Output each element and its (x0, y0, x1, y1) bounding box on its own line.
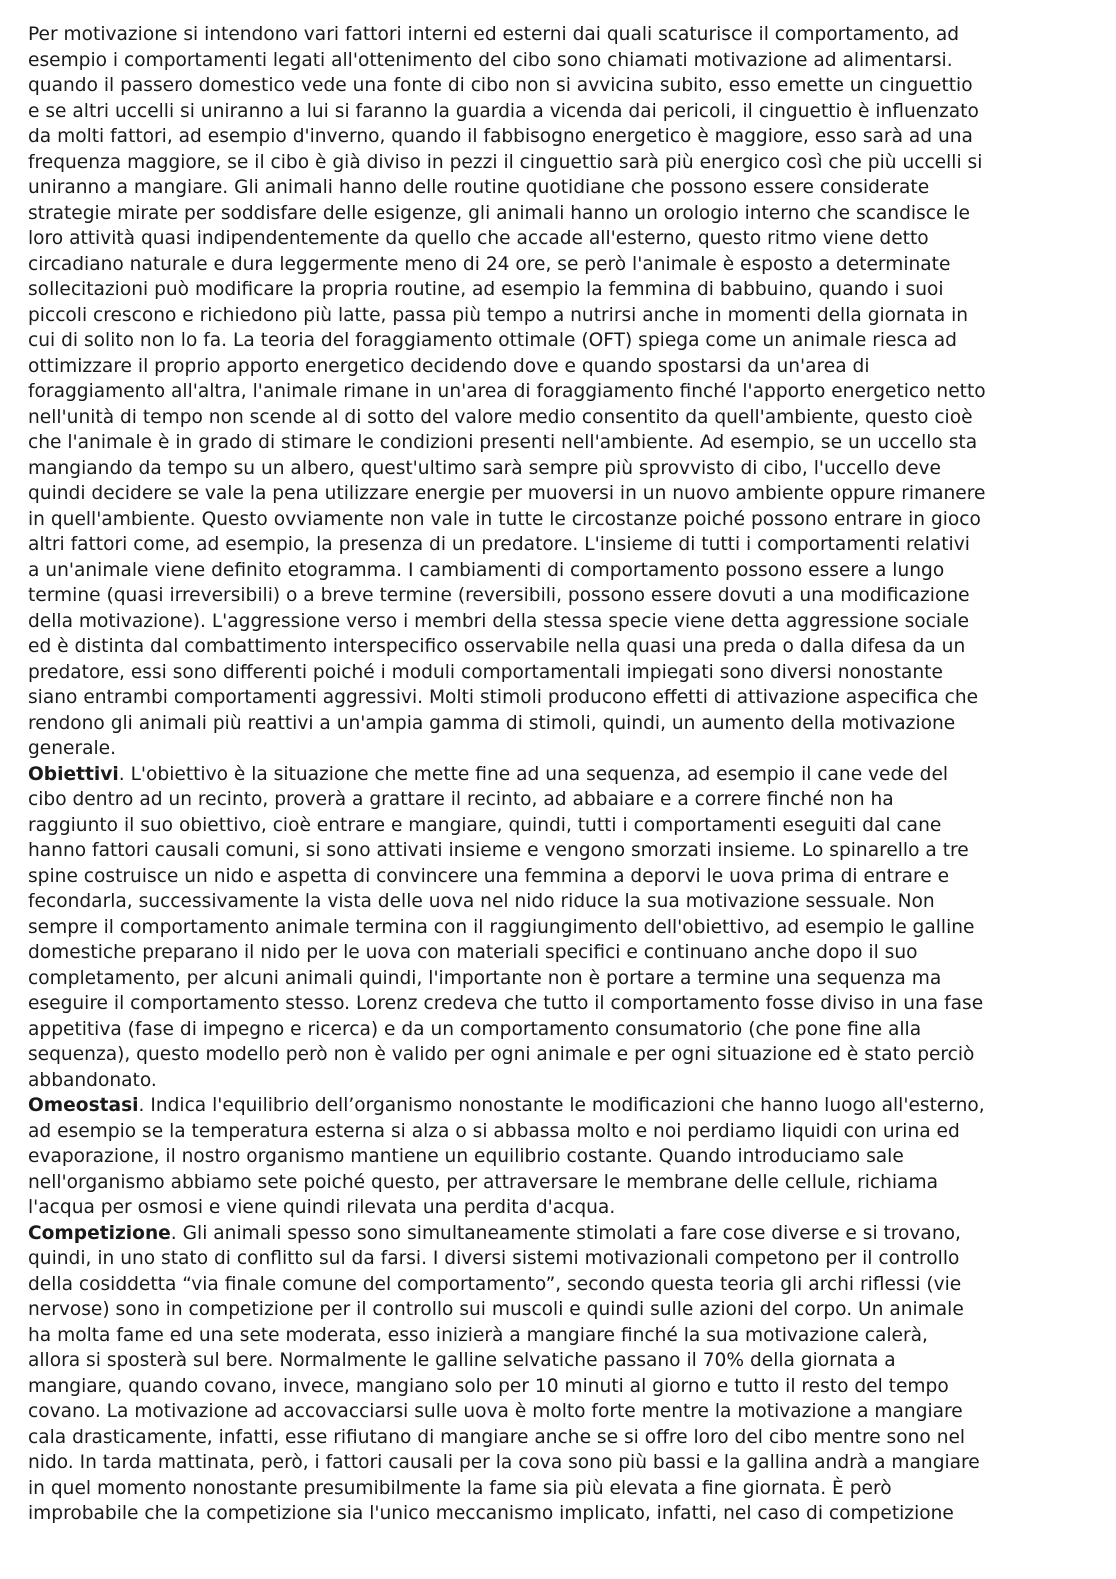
text-line (28, 1093, 1090, 1119)
text-line: evaporazione, il nostro organismo mantiene un equilibrio costante. Quando introduciamo sale (28, 1146, 904, 1167)
section-heading: Competizione (28, 1222, 171, 1244)
text-line: improbabile che la competizione sia l'unico meccanismo implicato, infatti, nel caso di competizione (28, 1503, 954, 1524)
text-line: fecondarla, successivamente la vista delle uova nel nido riduce la sua motivazione sessuale. Non (28, 891, 935, 912)
text-line: ha molta fame ed una sete moderata, esso inizierà a mangiare finché la sua motivazione calerà, (28, 1324, 928, 1346)
text-line: raggiunto il suo obiettivo, cioè entrare e mangiare, quindi, tutti i comportamenti eseguiti dal cane (28, 814, 942, 836)
text-line: l'acqua per osmosi e viene quindi rilevata una perdita d'acqua. (28, 1197, 616, 1218)
section-text: . Indica l'equilibrio dell’organismo nonostante le modificazioni che hanno luogo all'esterno, (138, 1095, 985, 1116)
text-line: esempio i comportamenti legati all'ottenimento del cibo sono chiamati motivazione ad alimentarsi. (28, 49, 953, 71)
text-line: cui di solito non lo fa. La teoria del foraggiamento ottimale (OFT) spiega come un animale riesca ad (28, 330, 957, 351)
text-line: mangiare, quando covano, invece, mangiano solo per 10 minuti al giorno e tutto il resto del tempo (28, 1375, 949, 1397)
text-line: piccoli crescono e richiedono più latte, passa più tempo a nutrirsi anche in momenti della giornata in (28, 304, 969, 326)
text-line: termine (quasi irreversibili) o a breve termine (reversibili, possono essere dovuti a una modificazione (28, 585, 970, 606)
text-line: loro attività quasi indipendentemente da quello che accade all'esterno, questo ritmo viene detto (28, 228, 929, 249)
text-line: appetitiva (fase di impegno e ricerca) e da un comportamento consumatorio (che pone fine alla (28, 1018, 922, 1040)
text-line: uniranno a mangiare. Gli animali hanno delle routine quotidiane che possono essere considerate (28, 177, 930, 198)
text-line: sequenza), questo modello però non è valido per ogni animale e per ogni situazione ed è stato perciò (28, 1044, 975, 1065)
text-line: spine costruisce un nido e aspetta di convincere una femmina a deporvi le uova prima di entrare e (28, 865, 950, 887)
text-line: predatore, essi sono differenti poiché i moduli comportamentali impiegati sono diversi nonostante (28, 661, 943, 683)
text-line: abbandonato. (28, 1069, 157, 1091)
text-line: strategie mirate per soddisfare delle esigenze, gli animali hanno un orologio interno che scandisce le (28, 202, 970, 224)
text-line: da molti fattori, ad esempio d'inverno, quando il fabbisogno energetico è maggiore, esso sarà ad una (28, 126, 973, 147)
text-line: mangiando da tempo su un albero, quest'ultimo sarà sempre più sprovvisto di cibo, l'uccello deve (28, 457, 941, 479)
text-line: nido. In tarda mattinata, però, i fattori causali per la cova sono più bassi e la gallina andrà a mangiare (28, 1452, 980, 1473)
text-line: in quell'ambiente. Questo ovviamente non vale in tutte le circostanze poiché possono entrare in gioco (28, 508, 981, 530)
text-line: e se altri uccelli si uniranno a lui si faranno la guardia a vicenda dai pericoli, il cinguettio è influenzato (28, 100, 979, 122)
text-line: quindi, in uno stato di conflitto sul da farsi. I diversi sistemi motivazionali competono per il controllo (28, 1248, 960, 1269)
text-line: in quel momento nonostante presumibilmente la fame sia più elevata a fine giornata. È però (28, 1477, 892, 1499)
section-heading: Obiettivi (28, 763, 119, 785)
section-text: . Gli animali spesso sono simultaneamente stimolati a fare cose diverse e si trovano, (170, 1222, 961, 1244)
document-body-text (28, 22, 1090, 1527)
text-line: cala drasticamente, infatti, esse rifiutano di mangiare anche se si offre loro del cibo mentre sono nel (28, 1426, 966, 1448)
text-line (28, 762, 1090, 788)
text-line: frequenza maggiore, se il cibo è già diviso in pezzi il cinguettio sarà più energico così che più uccelli si (28, 151, 983, 173)
text-line: siano entrambi comportamenti aggressivi. Molti stimoli producono effetti di attivazione aspecifica che (28, 687, 979, 708)
text-line: Per motivazione si intendono vari fattori interni ed esterni dai quali scaturisce il comportamento, ad (28, 24, 960, 45)
section-heading: Omeostasi (28, 1095, 139, 1116)
text-line: cibo dentro ad un recinto, proverà a grattare il recinto, ad abbaiare e a correre finché non ha (28, 789, 894, 810)
text-line: della motivazione). L'aggressione verso i membri della stessa specie viene detta aggressione sociale (28, 610, 970, 632)
text-line: della cosiddetta “via finale comune del comportamento”, secondo questa teoria gli archi riflessi (vie (28, 1273, 962, 1295)
text-line: che l'animale è in grado di stimare le condizioni presenti nell'ambiente. Ad esempio, se un uccello sta (28, 432, 978, 453)
text-line: covano. La motivazione ad accovacciarsi sulle uova è molto forte mentre la motivazione a mangiare (28, 1401, 963, 1422)
text-line: allora si sposterà sul bere. Normalmente le galline selvatiche passano il 70% della giornata a (28, 1350, 896, 1371)
text-line: ottimizzare il proprio apporto energetico decidendo dove e quando spostarsi da un'area di (28, 355, 870, 377)
section-text: . L'obiettivo è la situazione che mette fine ad una sequenza, ad esempio il cane vede del (118, 763, 949, 785)
text-line: nell'unità di tempo non scende al di sotto del valore medio consentito da quell'ambiente, questo cioè (28, 406, 973, 428)
text-line: quindi decidere se vale la pena utilizzare energie per muoversi in un nuovo ambiente oppure rimanere (28, 483, 986, 504)
text-line: altri fattori come, ad esempio, la presenza di un predatore. L'insieme di tutti i comportamenti relativi (28, 534, 970, 555)
text-line: nell'organismo abbiamo sete poiché questo, per attraversare le membrane delle cellule, richiama (28, 1171, 938, 1193)
text-line: foraggiamento all'altra, l'animale rimane in un'area di foraggiamento finché l'apporto energetico netto (28, 381, 986, 402)
text-line (28, 1221, 1090, 1247)
text-line: a un'animale viene definito etogramma. I cambiamenti di comportamento possono essere a lungo (28, 559, 945, 581)
text-line: hanno fattori causali comuni, si sono attivati insieme e vengono smorzati insieme. Lo spinarello a tre (28, 840, 969, 861)
text-line: nervose) sono in competizione per il controllo sui muscoli e quindi sulle azioni del corpo. Un animale (28, 1299, 964, 1320)
text-line: ad esempio se la temperatura esterna si alza o si abbassa molto e noi perdiamo liquidi con urina ed (28, 1120, 960, 1142)
text-line: eseguire il comportamento stesso. Lorenz credeva che tutto il comportamento fosse diviso in una fase (28, 993, 984, 1014)
text-line: sollecitazioni può modificare la propria routine, ad esempio la femmina di babbuino, quando i suoi (28, 279, 944, 300)
text-line: rendono gli animali più reattivi a un'ampia gamma di stimoli, quindi, un aumento della motivazione (28, 712, 956, 734)
text-line: circadiano naturale e dura leggermente meno di 24 ore, se però l'animale è esposto a determinate (28, 253, 951, 275)
text-line: ed è distinta dal combattimento interspecifico osservabile nella quasi una preda o dalla difesa da un (28, 636, 966, 657)
text-line: sempre il comportamento animale termina con il raggiungimento dell'obiettivo, ad esempio le galline (28, 916, 975, 938)
text-line: completamento, per alcuni animali quindi, l'importante non è portare a termine una sequenza ma (28, 967, 942, 989)
text-line: domestiche preparano il nido per le uova con materiali specifici e continuano anche dopo il suo (28, 942, 918, 963)
text-line: quando il passero domestico vede una fonte di cibo non si avvicina subito, esso emette un cinguettio (28, 75, 973, 96)
text-line: generale. (28, 738, 117, 759)
